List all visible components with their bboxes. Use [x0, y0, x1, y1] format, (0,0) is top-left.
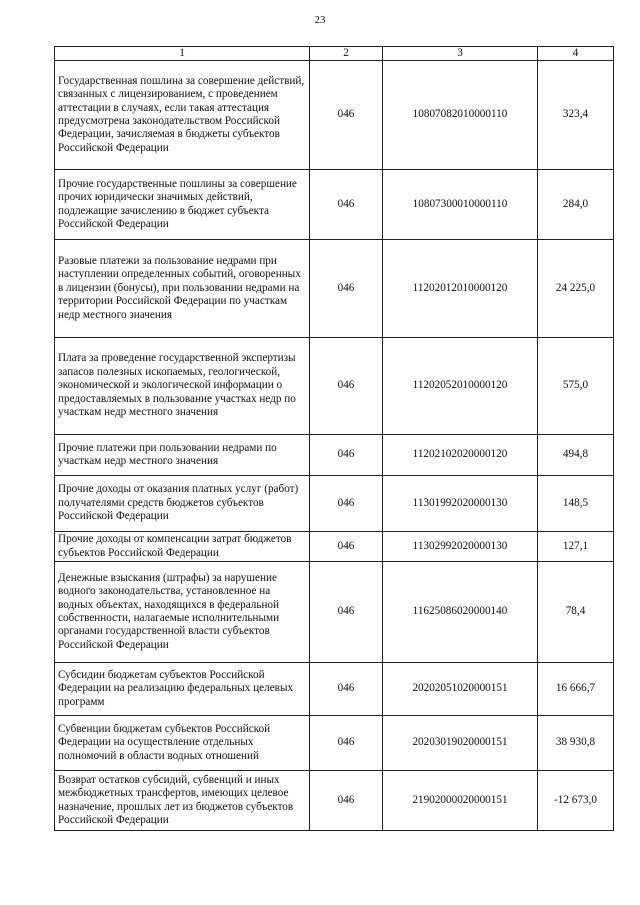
admin-code-cell: 046 [310, 435, 383, 476]
revenue-name-cell: Возврат остатков субсидий, субвенций и иных межбюджетных трансфертов, имеющих целевое назначение, прошлых лет из бюджетов субъектов Российской Федерации [55, 771, 310, 831]
amount-cell: 494,8 [538, 435, 614, 476]
budget-code-cell: 20203019020000151 [383, 716, 538, 771]
table-row [55, 771, 614, 831]
column-header-2: 2 [310, 47, 383, 61]
table-row [55, 476, 614, 532]
table-row [55, 170, 614, 240]
revenue-name-cell: Государственная пошлина за совершение действий, связанных с лицензированием, с проведением аттестации в случаях, если такая аттестация предусмотрена законодательством Российской Федерации, зачисляемая в бюджеты субъектов Российской Федерации [55, 61, 310, 170]
admin-code-cell: 046 [310, 61, 383, 170]
amount-cell: 24 225,0 [538, 240, 614, 338]
revenue-table [54, 46, 614, 831]
budget-code-cell: 20202051020000151 [383, 663, 538, 716]
amount-cell: 78,4 [538, 562, 614, 663]
table-row [55, 435, 614, 476]
budget-code-cell: 11202052010000120 [383, 338, 538, 435]
budget-code-cell: 11301992020000130 [383, 476, 538, 532]
page-number: 23 [314, 14, 326, 26]
admin-code-cell: 046 [310, 338, 383, 435]
revenue-name-cell: Прочие государственные пошлины за совершение прочих юридически значимых действий, подлежащие зачислению в бюджет субъекта Российской Федерации [55, 170, 310, 240]
admin-code-cell: 046 [310, 240, 383, 338]
table-row [55, 562, 614, 663]
admin-code-cell: 046 [310, 170, 383, 240]
budget-code-cell: 10807300010000110 [383, 170, 538, 240]
revenue-name-cell: Плата за проведение государственной экспертизы запасов полезных ископаемых, геологической, экономической и экологической информации о предоставляемых в пользование участках недр по участкам недр местного значения [55, 338, 310, 435]
table-header-row [55, 47, 614, 61]
revenue-name-cell: Прочие доходы от компенсации затрат бюджетов субъектов Российской Федерации [55, 532, 310, 562]
amount-cell: 16 666,7 [538, 663, 614, 716]
admin-code-cell: 046 [310, 663, 383, 716]
revenue-name-cell: Субвенции бюджетам субъектов Российской Федерации на осуществление отдельных полномочий в области водных отношений [55, 716, 310, 771]
amount-cell: 148,5 [538, 476, 614, 532]
column-header-4: 4 [538, 47, 614, 61]
table-row [55, 240, 614, 338]
admin-code-cell: 046 [310, 562, 383, 663]
budget-code-cell: 10807082010000110 [383, 61, 538, 170]
admin-code-cell: 046 [310, 532, 383, 562]
table-row [55, 532, 614, 562]
revenue-name-cell: Прочие доходы от оказания платных услуг (работ) получателями средств бюджетов субъектов Российской Федерации [55, 476, 310, 532]
revenue-name-cell: Прочие платежи при пользовании недрами по участкам недр местного значения [55, 435, 310, 476]
amount-cell: -12 673,0 [538, 771, 614, 831]
budget-code-cell: 11202102020000120 [383, 435, 538, 476]
budget-code-cell: 21902000020000151 [383, 771, 538, 831]
admin-code-cell: 046 [310, 716, 383, 771]
column-header-1: 1 [55, 47, 310, 61]
revenue-name-cell: Субсидии бюджетам субъектов Российской Федерации на реализацию федеральных целевых программ [55, 663, 310, 716]
admin-code-cell: 046 [310, 771, 383, 831]
admin-code-cell: 046 [310, 476, 383, 532]
table-row [55, 61, 614, 170]
column-header-3: 3 [383, 47, 538, 61]
budget-code-cell: 11202012010000120 [383, 240, 538, 338]
amount-cell: 38 930,8 [538, 716, 614, 771]
amount-cell: 323,4 [538, 61, 614, 170]
revenue-name-cell: Денежные взыскания (штрафы) за нарушение водного законодательства, установленное на водных объектах, находящихся в федеральной собственности, налагаемые исполнительными органами государственной власти субъектов Российской Федерации [55, 562, 310, 663]
revenue-name-cell: Разовые платежи за пользование недрами при наступлении определенных событий, оговоренных в лицензии (бонусы), при пользовании недрами на территории Российской Федерации по участкам недр местного значения [55, 240, 310, 338]
budget-code-cell: 11625086020000140 [383, 562, 538, 663]
budget-code-cell: 11302992020000130 [383, 532, 538, 562]
table-row [55, 338, 614, 435]
amount-cell: 127,1 [538, 532, 614, 562]
table-row [55, 663, 614, 716]
table-row [55, 716, 614, 771]
amount-cell: 575,0 [538, 338, 614, 435]
amount-cell: 284,0 [538, 170, 614, 240]
